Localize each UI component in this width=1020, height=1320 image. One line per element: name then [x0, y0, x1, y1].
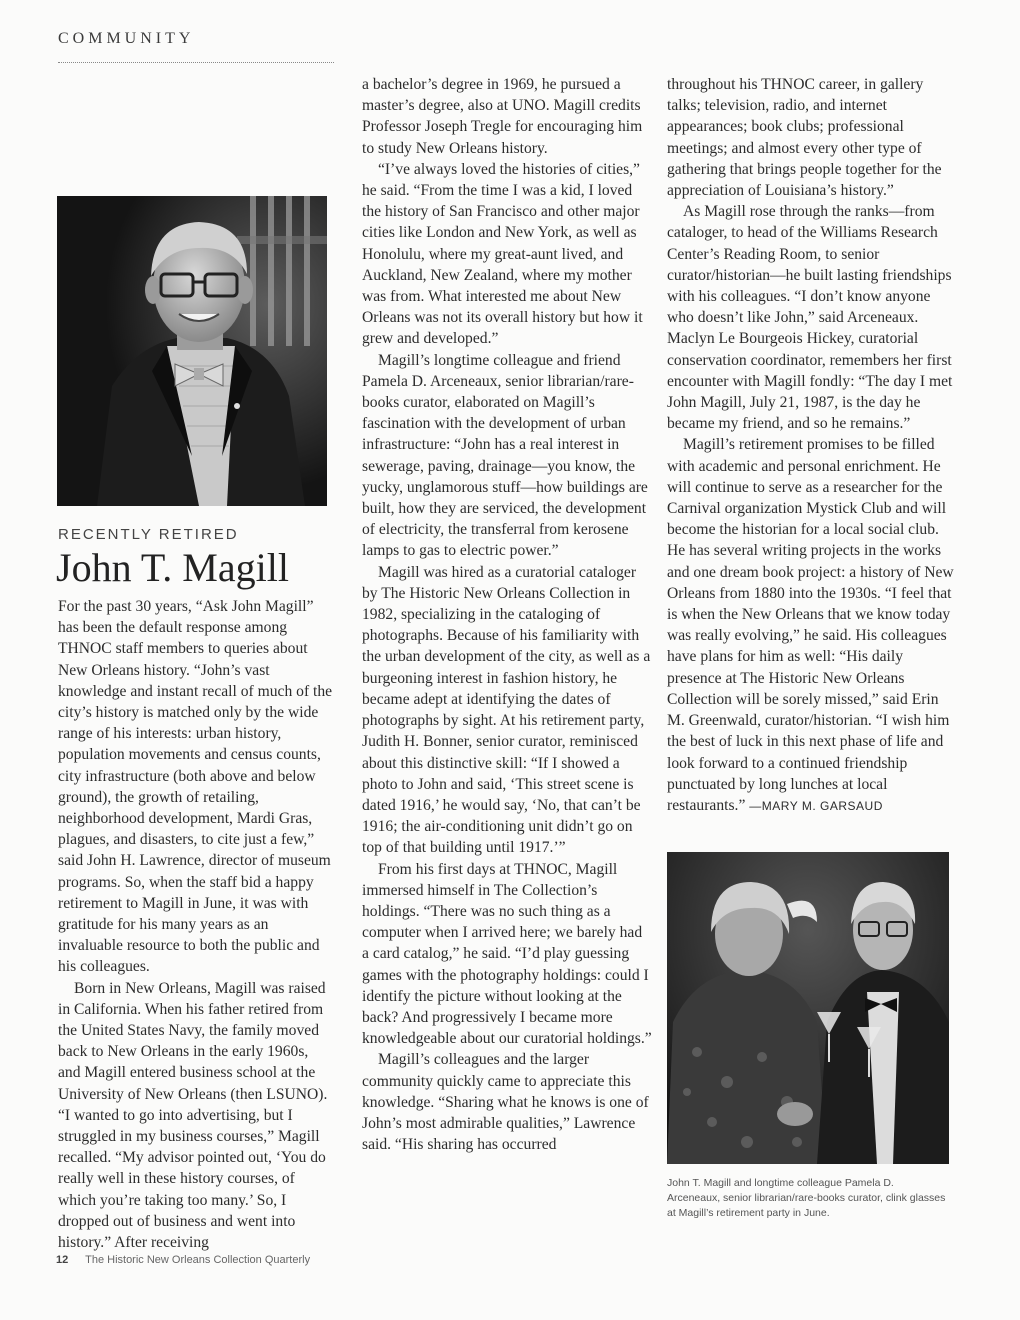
- photo-caption: John T. Magill and longtime colleague Pamela D. Arceneaux, senior librarian/rare-books curator, clink glasses at Magill’s retirement party in June.: [667, 1177, 946, 1219]
- page-footer: [56, 1254, 310, 1266]
- byline: —MARY M. GARSAUD: [749, 798, 883, 813]
- paragraph: [667, 434, 957, 817]
- paragraph: From his first days at THNOC, Magill immersed himself in The Collection’s holdings. “There was no such thing as a computer when I arrived here; we barely had a card catalog,” he said. “I’d play guessing games with the photography holdings: could I identify the picture without looking at the back? And progressively I became more knowledgeable about our curatorial holdings.”: [362, 860, 652, 1048]
- article-column-3: [667, 74, 957, 817]
- paragraph: throughout his THNOC career, in gallery talks; television, radio, and internet appearances; book clubs; professional meetings; and almost every other type of gathering that brings people together for the appreciation of Louisiana’s history.”: [667, 76, 942, 200]
- party-photo: [667, 852, 949, 1164]
- party-photo-illustration: [667, 852, 949, 1164]
- paragraph: As Magill rose through the ranks—from cataloger, to head of the Williams Research Center’s Reading Room, to senior curator/historian—he built lasting friendships with his colleagues. “I don’t know anyone who doesn’t like John,” said Arceneaux. Maclyn Le Bourgeois Hickey, curatorial conservation coordinator, remembers her first encounter with Magill fondly: “The day I met John Magill, July 21, 1987, is the day he became my friend, and so he remains.”: [667, 203, 953, 433]
- paragraph: a bachelor’s degree in 1969, he pursued a master’s degree, also at UNO. Magill credits Professor Joseph Tregle for encouraging him to study New Orleans history.: [362, 76, 643, 157]
- page-number: 12: [56, 1254, 69, 1266]
- headline: John T. Magill: [56, 545, 289, 590]
- portrait-photo: [57, 196, 327, 506]
- publication-name: The Historic New Orleans Collection Quarterly: [85, 1254, 311, 1266]
- paragraph-text: Magill’s retirement promises to be filled with academic and personal enrichment. He will continue to serve as a researcher for the Carnival organization Mystick Club and will become the historian for a local social club. He has several writing projects in the works and one dream book project: a history of New Orleans from 1880 into the 1930s. “I feel that is when the New Orleans that we know today was really evolving,” he said. His colleagues have plans for him as well: “His daily presence at The Historic New Orleans Collection will be sorely missed,” said Erin M. Greenwald, curator/historian. “I wish him the best of luck in this next phase of life and look forward to a continued friendship punctuated by long lunches at local restaurants.”: [667, 436, 954, 814]
- paragraph: Born in New Orleans, Magill was raised in California. When his father retired from the United States Navy, the family moved back to New Orleans in the early 1960s, and Magill entered business school at the University of New Orleans (then LSUNO). “I wanted to go into advertising, but I struggled in my business courses,” Magill recalled. “My advisor pointed out, ‘You do really well in these history courses, of which you’re taking too many.’ So, I dropped out of business and went into history.” After receiving: [58, 979, 328, 1252]
- section-label: COMMUNITY: [58, 30, 195, 47]
- paragraph: For the past 30 years, “Ask John Magill” has been the default response among THNOC staff members to queries about New Orleans history. “John’s vast knowledge and instant recall of much of the city’s history is matched only by the wide range of his interests: urban history, population movements and census counts, city infrastructure (both above and below ground), the growth of retailing, neighborhood development, Mardi Gras, plagues, and disasters, to cite just a few,” said John H. Lawrence, director of museum programs. So, when the staff bid a happy retirement to Magill in June, it was with gratitude for his many years as an invaluable resource to both the public and his colleagues.: [58, 598, 333, 976]
- kicker: RECENTLY RETIRED: [58, 526, 239, 543]
- portrait-photo-illustration: [57, 196, 327, 506]
- paragraph: “I’ve always loved the histories of cities,” he said. “From the time I was a kid, I loved the history of San Francisco and other major cities like London and New York, as well as Honolulu, where my great-aunt lived, and Auckland, New Zealand, where my mother was from. What interested me about New Orleans was not its overall history but how it grew and developed.”: [362, 160, 643, 348]
- paragraph: Magill was hired as a curatorial cataloger by The Historic New Orleans Collection in 1982, specializing in the cataloging of photographs. Because of his familiarity with the urban development of the city, as well as a burgeoning interest in fashion history, he became adept at identifying the dates of photographs by sight. At his retirement party, Judith H. Bonner, senior curator, reminisced about this distinctive skill: “If I showed a photo to John and said, ‘This street scene is dated 1916,’ he would say, ‘No, that can’t be 1916; the air-conditioning unit didn’t go on top of that building until 1917.’”: [362, 563, 651, 857]
- paragraph: Magill’s colleagues and the larger community quickly came to appreciate this knowledge. “Sharing what he knows is one of John’s most admirable qualities,” Lawrence said. “His sharing has occurred: [362, 1051, 649, 1154]
- article-column-1: [58, 596, 334, 1253]
- section-divider: [58, 62, 334, 63]
- article-column-2: [362, 74, 652, 1155]
- paragraph: Magill’s longtime colleague and friend Pamela D. Arceneaux, senior librarian/rare-books curator, elaborated on Magill’s fascination with the development of urban infrastructure: “John has a real interest in sewerage, paving, drainage—you know, the yucky, unglamorous stuff—how buildings are built, how they are serviced, the development of electricity, the transferral from kerosene lamps to gas to electric power.”: [362, 351, 648, 560]
